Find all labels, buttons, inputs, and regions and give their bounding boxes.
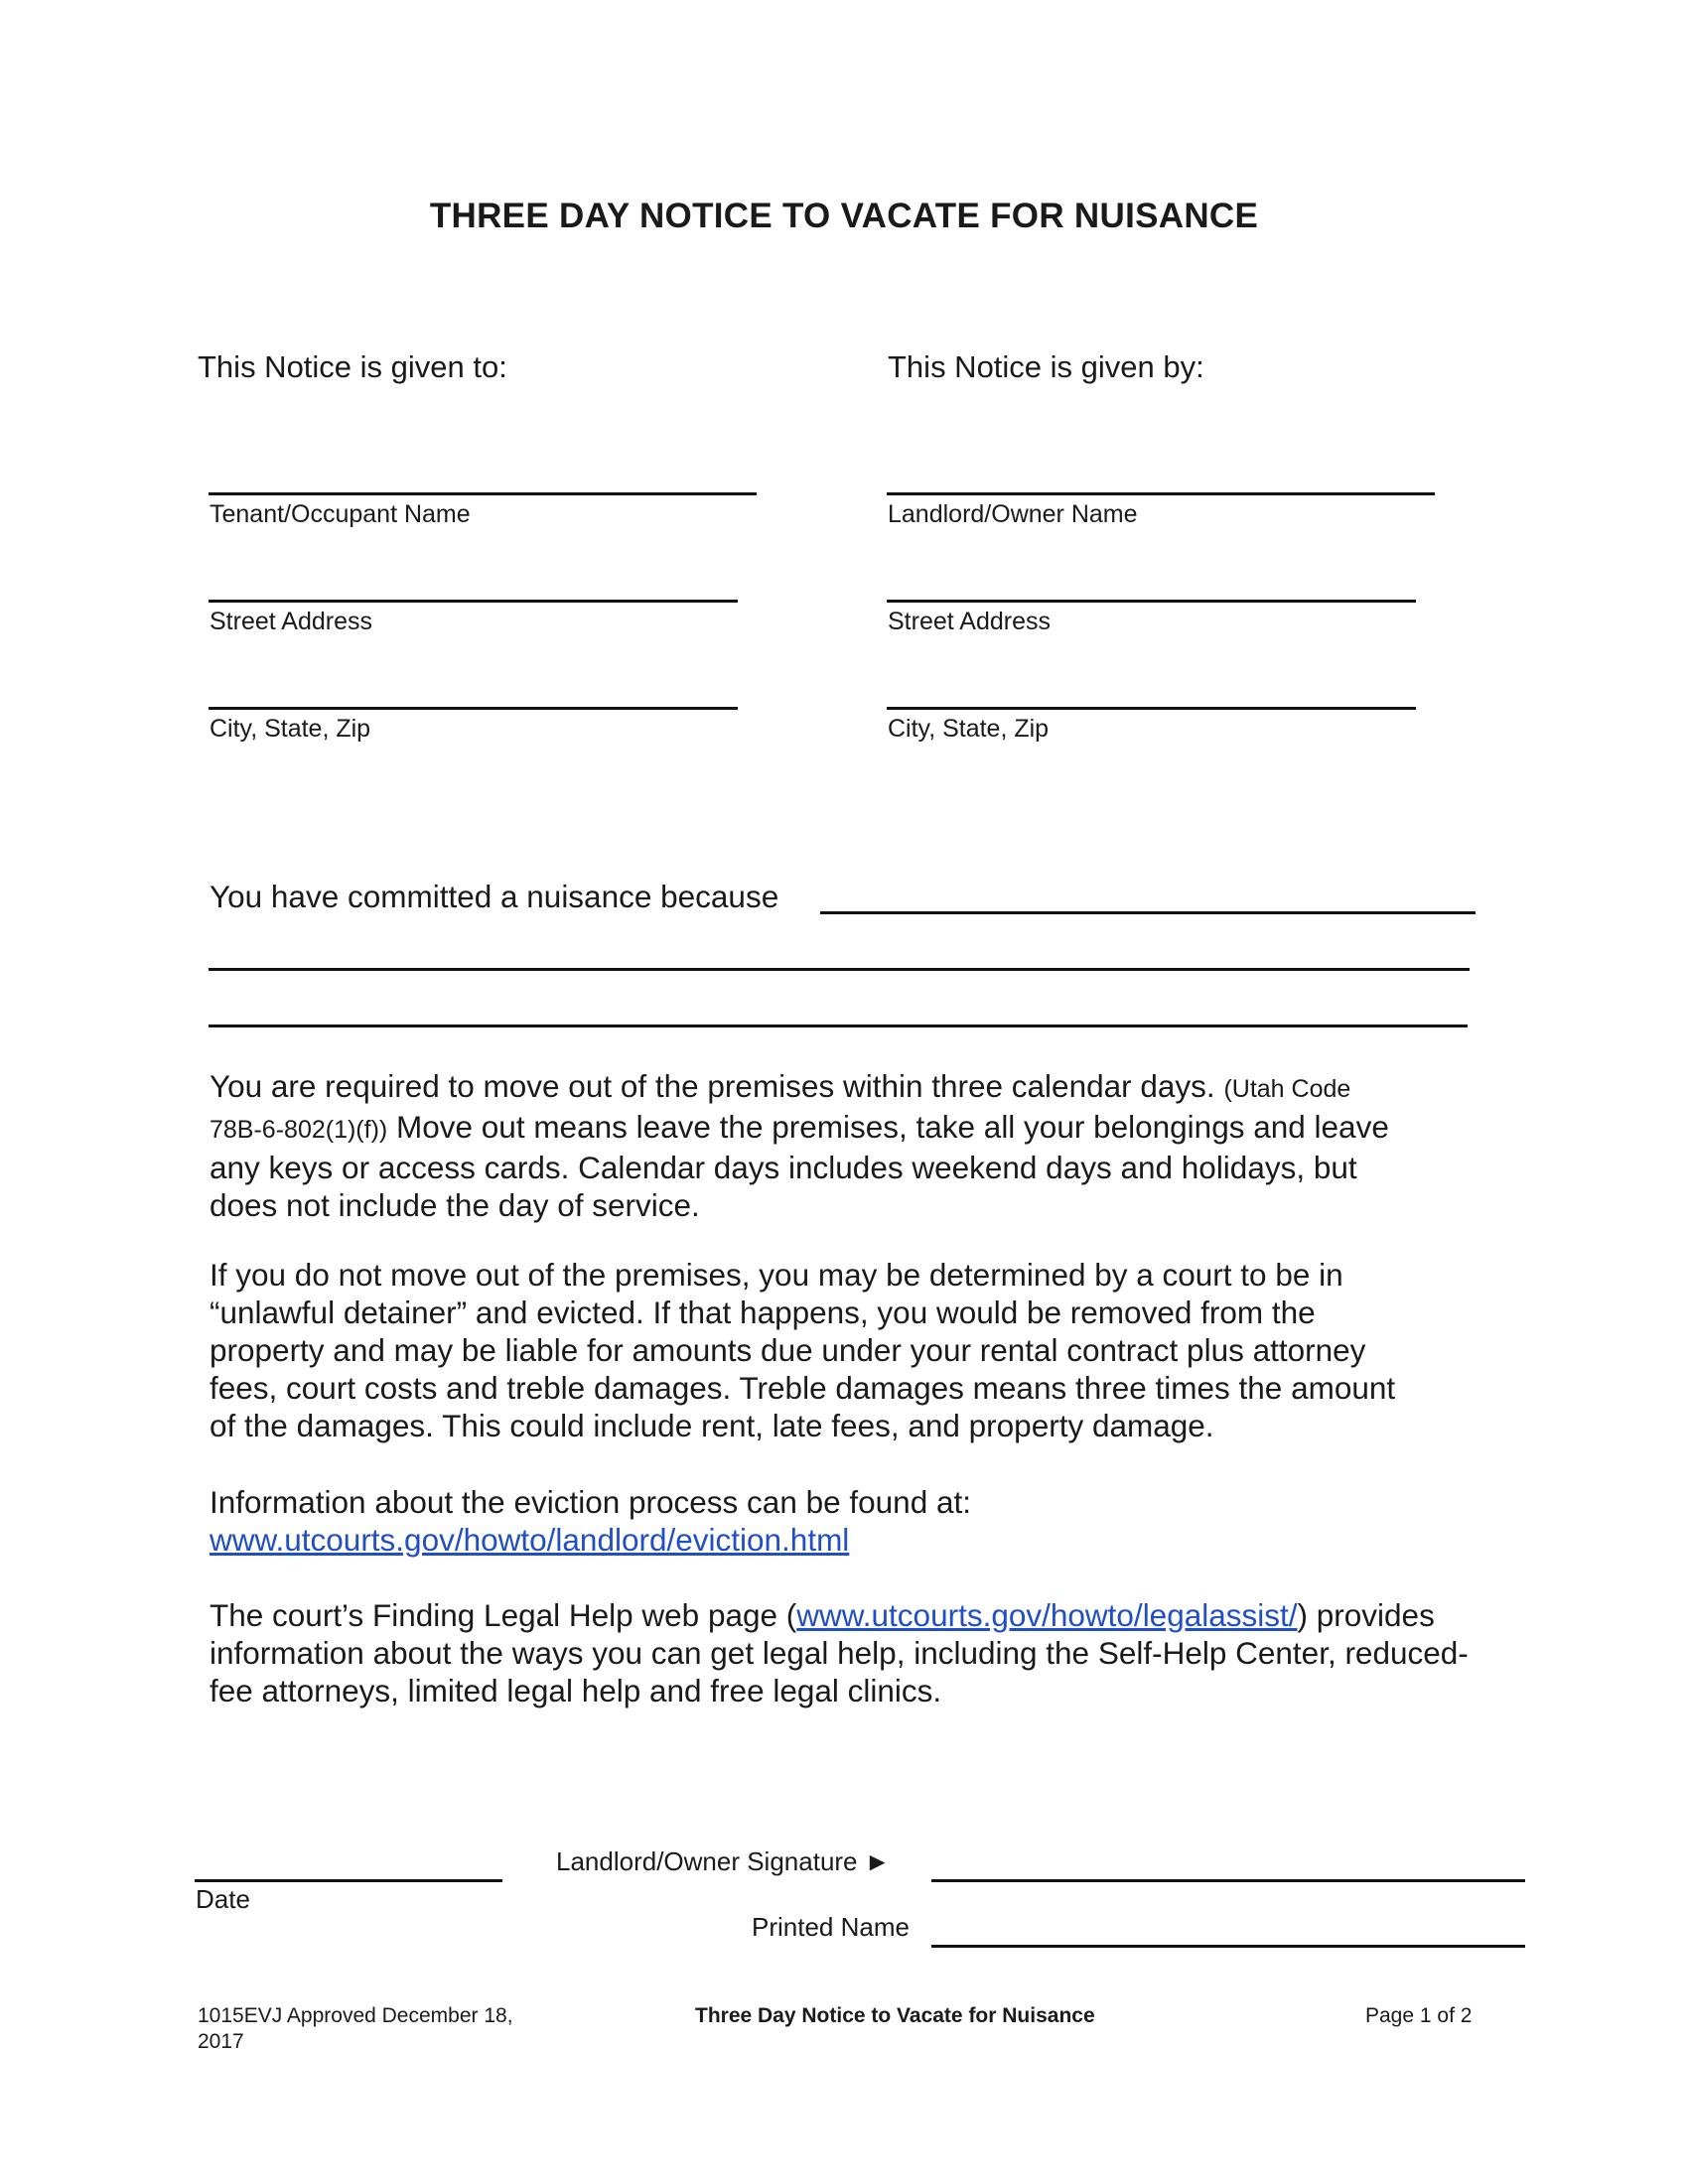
move-out-line-3: any keys or access cards. Calendar days includes weekend days and holidays, but — [210, 1150, 1357, 1185]
given-to-heading: This Notice is given to: — [198, 349, 507, 384]
nuisance-reason-field-3[interactable] — [209, 1024, 1468, 1027]
move-out-line-2: Move out means leave the premises, take all your belongings and leave — [396, 1109, 1389, 1145]
move-out-paragraph — [210, 1067, 1560, 1224]
printed-name-label: Printed Name — [752, 1912, 910, 1942]
signature-field[interactable] — [931, 1879, 1525, 1882]
footer-form-id — [198, 2003, 513, 2055]
legal-assist-link[interactable]: www.utcourts.gov/howto/legalassist/ — [796, 1597, 1298, 1633]
legal-help-line-2: information about the ways you can get legal help, including the Self-Help Center, reduced- — [210, 1635, 1469, 1671]
landlord-street-field[interactable] — [887, 600, 1416, 603]
landlord-street-label: Street Address — [888, 608, 1051, 635]
detainer-line-1: If you do not move out of the premises, you may be determined by a court to be in — [210, 1257, 1343, 1293]
footer-form-id-line-2: 2017 — [198, 2030, 244, 2053]
legal-help-line-3: fee attorneys, limited legal help and free legal clinics. — [210, 1673, 942, 1708]
eviction-info-paragraph — [210, 1483, 1560, 1559]
date-field[interactable] — [195, 1879, 502, 1882]
nuisance-reason-field-2[interactable] — [209, 968, 1470, 971]
landlord-name-field[interactable] — [887, 492, 1435, 495]
footer-form-id-line-1: 1015EVJ Approved December 18, — [198, 2004, 513, 2027]
tenant-street-field[interactable] — [209, 600, 738, 603]
legal-help-prefix: The court’s Finding Legal Help web page ( — [210, 1597, 797, 1633]
eviction-link[interactable]: www.utcourts.gov/howto/landlord/eviction.html — [210, 1522, 850, 1558]
document-title: THREE DAY NOTICE TO VACATE FOR NUISANCE — [429, 197, 1259, 235]
given-by-heading: This Notice is given by: — [888, 349, 1204, 384]
tenant-city-label: City, State, Zip — [210, 715, 371, 743]
printed-name-field[interactable] — [931, 1945, 1525, 1948]
landlord-city-label: City, State, Zip — [888, 715, 1050, 743]
legal-help-suffix: ) provides — [1297, 1597, 1435, 1633]
citation-part-1: (Utah Code — [1223, 1075, 1351, 1103]
signature-label: Landlord/Owner Signature ► — [556, 1846, 891, 1876]
nuisance-prompt: You have committed a nuisance because — [210, 879, 779, 914]
detainer-line-2: “unlawful detainer” and evicted. If that happens, you would be removed from the — [210, 1295, 1316, 1330]
tenant-name-label: Tenant/Occupant Name — [210, 500, 471, 528]
footer-page-number: Page 1 of 2 — [1365, 2004, 1473, 2027]
tenant-city-field[interactable] — [209, 707, 738, 710]
detainer-line-5: of the damages. This could include rent, late fees, and property damage. — [210, 1408, 1214, 1443]
tenant-street-label: Street Address — [210, 608, 372, 635]
date-label: Date — [196, 1884, 250, 1914]
eviction-info-line: Information about the eviction process can be found at: — [210, 1484, 971, 1520]
landlord-city-field[interactable] — [887, 707, 1416, 710]
citation-part-2: 78B-6-802(1)(f)) — [210, 1116, 388, 1144]
detainer-line-3: property and may be liable for amounts due under your rental contract plus attorney — [210, 1332, 1366, 1368]
move-out-line-4: does not include the day of service. — [210, 1187, 700, 1223]
detainer-paragraph — [210, 1256, 1560, 1444]
legal-help-paragraph — [210, 1596, 1560, 1709]
tenant-name-field[interactable] — [209, 492, 757, 495]
nuisance-reason-field-1[interactable] — [820, 911, 1476, 914]
landlord-name-label: Landlord/Owner Name — [888, 500, 1138, 528]
footer-title: Three Day Notice to Vacate for Nuisance — [695, 2004, 1095, 2027]
detainer-line-4: fees, court costs and treble damages. Treble damages means three times the amount — [210, 1370, 1396, 1406]
move-out-line-1: You are required to move out of the premises within three calendar days. — [210, 1068, 1215, 1104]
